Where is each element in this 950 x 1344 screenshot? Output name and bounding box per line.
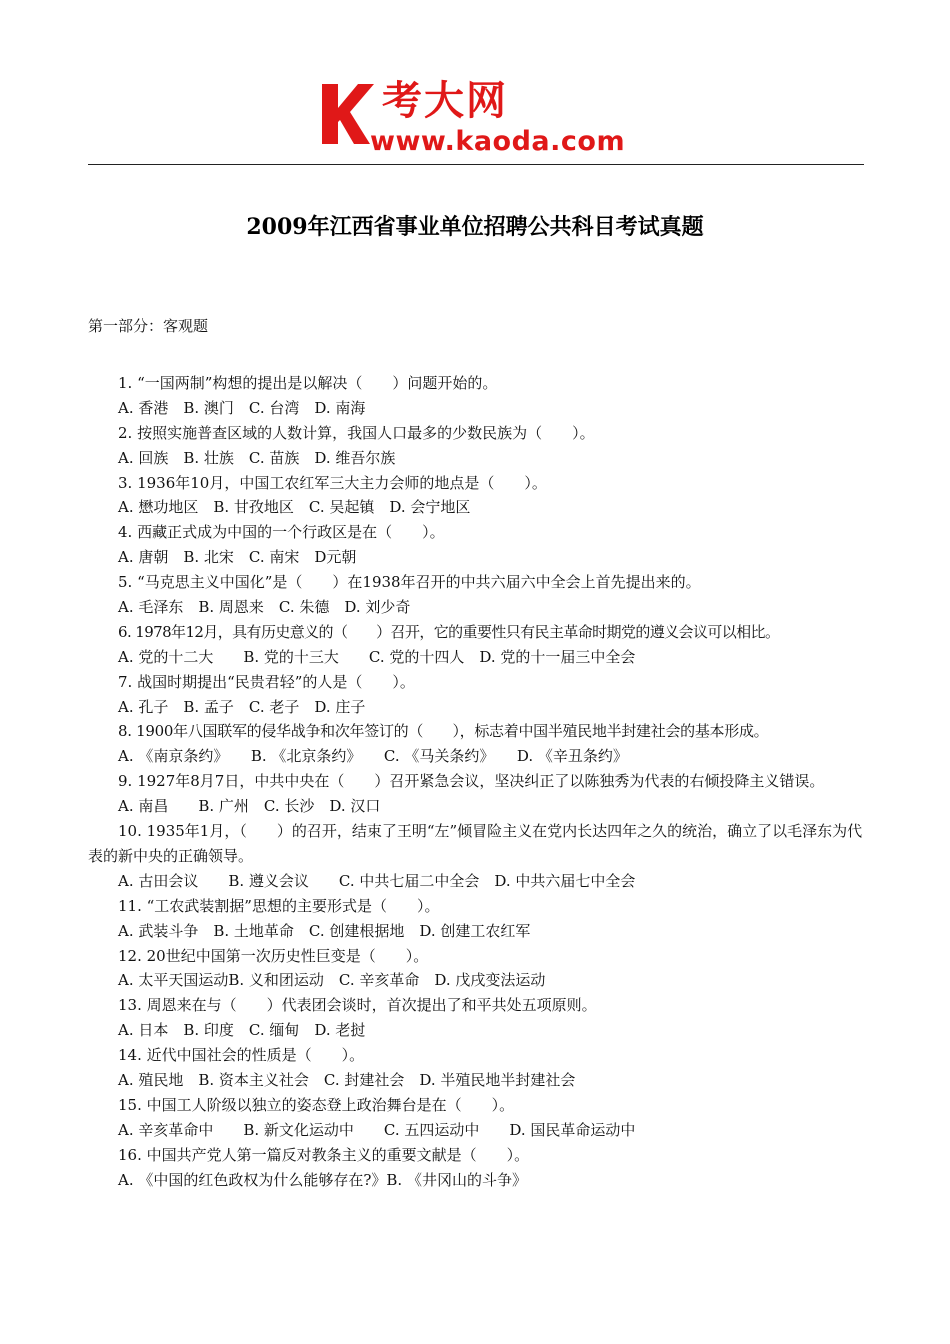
kaoda-logo	[318, 78, 638, 158]
options-line: A. 太平天国运动B. 义和团运动 C. 辛亥革命 D. 戊戌变法运动	[118, 971, 546, 990]
options-line: A. 武装斗争 B. 土地革命 C. 创建根据地 D. 创建工农红军	[118, 921, 531, 940]
question-line: 13. 周恩来在与（ ）代表团会谈时，首次提出了和平共处五项原则。	[118, 996, 597, 1015]
options-line: A. 毛泽东 B. 周恩来 C. 朱德 D. 刘少奇	[118, 598, 411, 617]
question-line: 11. “工农武装割据”思想的主要形式是（ ）。	[118, 896, 440, 915]
options-line: A. 回族 B. 壮族 C. 苗族 D. 维吾尔族	[118, 448, 396, 467]
question-line: 4. 西藏正式成为中国的一个行政区是在（ ）。	[118, 523, 445, 542]
question-line: 10. 1935年1月，（ ）的召开，结束了王明“左”倾冒险主义在党内长达四年之久的统治，确立了以毛泽东为代表的新中央的正确领导。	[88, 822, 863, 865]
logo-url-text: www.kaoda.com	[370, 126, 626, 157]
options-line: A. 《中国的红色政权为什么能够存在?》B. 《井冈山的斗争》	[118, 1170, 527, 1189]
section-heading: 第一部分：客观题	[88, 317, 209, 335]
question-line: 8. 1900年八国联军的侵华战争和次年签订的（ ），标志着中国半殖民地半封建社会的基本形成。	[118, 722, 769, 741]
question-line: 3. 1936年10月，中国工农红军三大主力会师的地点是（ ）。	[118, 473, 547, 492]
question-line: 5. “马克思主义中国化”是（ ）在1938年召开的中共六届六中全会上首先提出来的。	[118, 573, 701, 592]
options-line: A. 古田会议 B. 遵义会议 C. 中共七届二中全会 D. 中共六届七中全会	[118, 871, 636, 890]
options-line: A. 辛亥革命中 B. 新文化运动中 C. 五四运动中 D. 国民革命运动中	[118, 1120, 636, 1139]
options-line: A. 懋功地区 B. 甘孜地区 C. 吴起镇 D. 会宁地区	[118, 498, 471, 517]
question-line: 15. 中国工人阶级以独立的姿态登上政治舞台是在（ ）。	[118, 1095, 515, 1114]
header-divider	[88, 164, 864, 165]
question-line: 6. 1978年12月，具有历史意义的（ ）召开，它的重要性只有民主革命时期党的遵义会议可以相比。	[118, 622, 780, 641]
question-line: 2. 按照实施普查区域的人数计算，我国人口最多的少数民族为（ ）。	[118, 423, 595, 442]
options-line: A. 殖民地 B. 资本主义社会 C. 封建社会 D. 半殖民地半封建社会	[118, 1070, 576, 1089]
options-line: A. 南昌 B. 广州 C. 长沙 D. 汉口	[118, 797, 381, 816]
options-line: A. 唐朝 B. 北宋 C. 南宋 D元朝	[118, 548, 357, 567]
options-line: A. 香港 B. 澳门 C. 台湾 D. 南海	[118, 398, 366, 417]
question-list	[88, 371, 866, 1192]
question-line: 7. 战国时期提出“民贵君轻”的人是（ ）。	[118, 672, 415, 691]
options-line: A. 党的十二大 B. 党的十三大 C. 党的十四人 D. 党的十一届三中全会	[118, 647, 636, 666]
document-title: 2009年江西省事业单位招聘公共科目考试真题	[246, 214, 704, 240]
logo-chinese-text: 考大网	[382, 78, 508, 124]
question-line: 14. 近代中国社会的性质是（ ）。	[118, 1046, 365, 1065]
question-line: 1. “一国两制”构想的提出是以解决（ ）问题开始的。	[118, 374, 498, 392]
k-logo-icon	[318, 82, 376, 146]
question-line: 16. 中国共产党人第一篇反对教条主义的重要文献是（ ）。	[118, 1145, 530, 1164]
options-line: A. 日本 B. 印度 C. 缅甸 D. 老挝	[118, 1021, 366, 1040]
question-line: 12. 20世纪中国第一次历史性巨变是（ ）。	[118, 946, 429, 965]
options-line: A. 《南京条约》 B. 《北京条约》 C. 《马关条约》 D. 《辛丑条约》	[118, 747, 628, 766]
question-line: 9. 1927年8月7日，中共中央在（ ）召开紧急会议，坚决纠正了以陈独秀为代表的右倾投降主义错误。	[118, 772, 825, 791]
options-line: A. 孔子 B. 孟子 C. 老子 D. 庄子	[118, 697, 366, 716]
